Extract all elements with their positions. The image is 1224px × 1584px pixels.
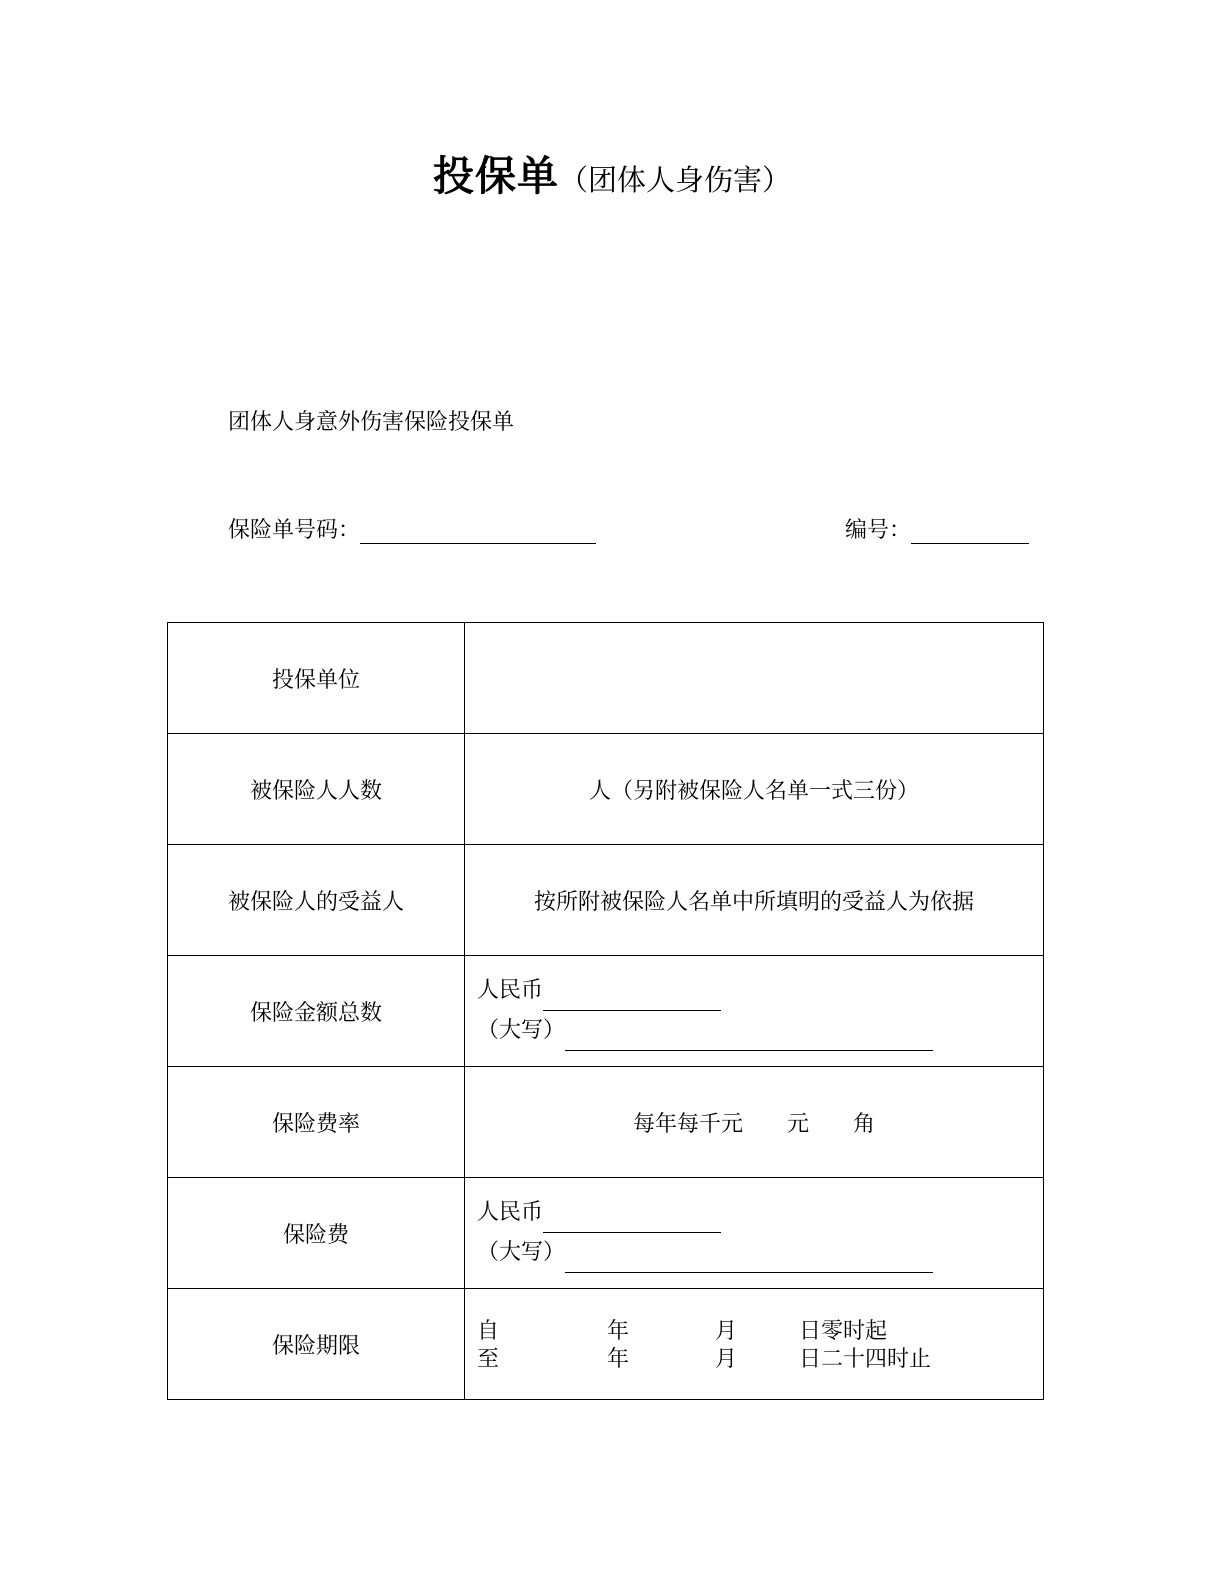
title-sub: （团体人身伤害） xyxy=(558,163,791,197)
sum-rmb-label: 人民币 xyxy=(477,978,544,1003)
sum-insured-label: 保险金额总数 xyxy=(168,956,465,1067)
table-row xyxy=(168,956,1044,1067)
insured-count-label: 被保险人人数 xyxy=(168,734,465,845)
table-row xyxy=(168,734,1044,845)
period-label: 保险期限 xyxy=(168,1289,465,1400)
table-row xyxy=(168,845,1044,956)
table-row xyxy=(168,1067,1044,1178)
sum-daxie-label: （大写） xyxy=(477,1018,566,1043)
table-row xyxy=(168,1289,1044,1400)
premium-rmb-label: 人民币 xyxy=(477,1200,544,1225)
policy-number-blank[interactable] xyxy=(360,521,596,544)
period-to-line[interactable] xyxy=(477,1346,1043,1374)
applicant-label: 投保单位 xyxy=(168,623,465,734)
beneficiary-value: 按所附被保险人名单中所填明的受益人为依据 xyxy=(465,845,1044,956)
sum-rmb-blank[interactable] xyxy=(543,988,721,1011)
premium-value xyxy=(465,1178,1044,1289)
applicant-value[interactable] xyxy=(465,623,1044,734)
period-to-suffix: 日二十四时止 xyxy=(799,1347,932,1372)
period-to-month: 月 xyxy=(715,1347,738,1372)
page-title xyxy=(0,143,1224,202)
premium-label: 保险费 xyxy=(168,1178,465,1289)
form-subtitle: 团体人身意外伤害保险投保单 xyxy=(228,410,515,435)
premium-daxie-label: （大写） xyxy=(477,1240,566,1265)
sum-daxie-blank[interactable] xyxy=(565,1028,933,1051)
period-from-line[interactable] xyxy=(477,1318,1043,1346)
policy-number-field xyxy=(228,513,596,544)
serial-number-label: 编号： xyxy=(845,518,912,543)
premium-rmb-blank[interactable] xyxy=(543,1210,721,1233)
policy-number-label: 保险单号码： xyxy=(228,518,361,543)
table-row xyxy=(168,1178,1044,1289)
period-from-year: 年 xyxy=(607,1319,630,1344)
title-main: 投保单 xyxy=(432,152,559,200)
table-row xyxy=(168,623,1044,734)
period-to-label: 至 xyxy=(477,1347,500,1372)
insured-count-value[interactable]: 人（另附被保险人名单一式三份） xyxy=(465,734,1044,845)
serial-number-blank[interactable] xyxy=(911,521,1029,544)
beneficiary-label: 被保险人的受益人 xyxy=(168,845,465,956)
period-to-year: 年 xyxy=(607,1347,630,1372)
period-value xyxy=(465,1289,1044,1400)
premium-daxie-blank[interactable] xyxy=(565,1250,933,1273)
period-from-label: 自 xyxy=(477,1319,500,1344)
serial-number-field xyxy=(845,513,1029,544)
premium-rate-value[interactable]: 每年每千元 元 角 xyxy=(465,1067,1044,1178)
sum-insured-value xyxy=(465,956,1044,1067)
application-table xyxy=(167,622,1044,1400)
period-from-month: 月 xyxy=(715,1319,738,1344)
period-from-suffix: 日零时起 xyxy=(799,1319,888,1344)
premium-rate-label: 保险费率 xyxy=(168,1067,465,1178)
